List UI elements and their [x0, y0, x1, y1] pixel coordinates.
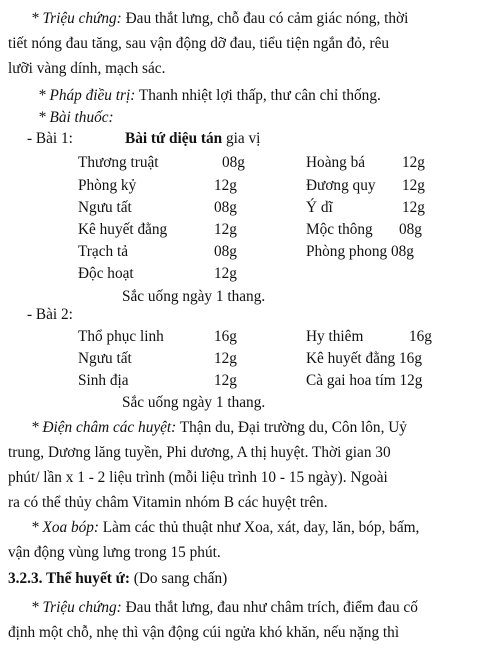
ingredient-name: Ngưu tất — [78, 199, 132, 216]
ingredient-name: Ý dĩ — [306, 199, 333, 216]
ingredient-name: Hoàng bá — [306, 154, 366, 171]
section-number: 3.2.3. Thể huyết ứ: — [8, 570, 130, 587]
acupuncture-label: * Điện châm các huyệt: — [31, 419, 177, 436]
ingredient-name: Thổ phục linh — [78, 328, 164, 345]
ingredient-dose: 16g — [409, 328, 432, 345]
ingredient-name: Trạch tả — [78, 243, 128, 260]
ingredient-name: Thương truật — [78, 154, 159, 171]
ingredient-name: Hy thiêm — [306, 328, 364, 345]
ingredient-dose: 08g — [222, 154, 245, 171]
ingredient-name: Kê huyết đằng 16g — [306, 350, 422, 367]
recipe1-instruction: Sắc uống ngày 1 thang. — [122, 288, 266, 305]
treatment-line: * Pháp điều trị: Thanh nhiệt lợi thấp, thư cân chỉ thống. — [38, 87, 381, 104]
treatment-label: * Pháp điều trị: — [38, 87, 136, 104]
ingredient-dose: 16g — [214, 328, 237, 345]
ingredient-dose: 08g — [214, 199, 237, 216]
ingredient-name: Kê huyết đằng — [78, 221, 168, 238]
section-heading: 3.2.3. Thể huyết ứ: (Do sang chấn) — [8, 570, 228, 587]
massage-label: * Xoa bóp: — [31, 519, 99, 536]
ingredient-name: Đương quy — [306, 177, 376, 194]
ingredient-name: Mộc thông — [306, 221, 373, 238]
ingredient-dose: 08g — [399, 221, 422, 238]
symptoms-line-2: tiết nóng đau tăng, sau vận động dỡ đau, tiểu tiện ngắn đỏ, rêu — [8, 35, 390, 52]
ingredient-name: Phòng phong 08g — [306, 243, 414, 260]
ingredient-dose: 12g — [214, 372, 237, 389]
ingredient-dose: 12g — [214, 177, 237, 194]
symptoms-line-3: lưỡi vàng dính, mạch sác. — [8, 60, 166, 77]
ingredient-name: Ngưu tất — [78, 350, 132, 367]
acupuncture-line-3: phút/ lần x 1 - 2 liệu trình (mỗi liệu trình 10 - 15 ngày). Ngoài — [8, 469, 388, 486]
symptoms-label: * Triệu chứng: — [31, 10, 122, 27]
ingredient-dose: 12g — [402, 154, 425, 171]
recipe1-label: - Bài 1: — [27, 130, 73, 147]
ingredient-dose: 12g — [214, 350, 237, 367]
recipe2-label: - Bài 2: — [27, 306, 73, 323]
massage-line-2: vận động vùng lưng trong 15 phút. — [8, 544, 221, 561]
ingredient-dose: 08g — [214, 243, 237, 260]
acupuncture-line-1: * Điện châm các huyệt: Thận du, Đại trường du, Côn lôn, Uỷ — [31, 419, 407, 436]
recipe2-instruction: Sắc uống ngày 1 thang. — [122, 394, 266, 411]
acupuncture-line-4: ra có thể thủy châm Vitamin nhóm B các huyệt trên. — [8, 494, 328, 511]
symptoms2-line-1: * Triệu chứng: Đau thắt lưng, đau như châm trích, điểm đau cố — [31, 599, 418, 616]
ingredient-dose: 12g — [402, 177, 425, 194]
ingredient-dose: 12g — [402, 199, 425, 216]
ingredient-dose: 12g — [214, 265, 237, 282]
symptoms2-line-2: định một chỗ, nhẹ thì vận động cúi ngửa khó khăn, nếu nặng thì — [8, 624, 400, 641]
ingredient-name: Độc hoạt — [78, 265, 134, 282]
ingredient-name: Sinh địa — [78, 372, 129, 389]
symptoms-line-1: * Triệu chứng: Đau thắt lưng, chỗ đau có cảm giác nóng, thời — [31, 10, 409, 27]
ingredient-name: Cà gai hoa tím 12g — [306, 372, 423, 389]
acupuncture-line-2: trung, Dương lăng tuyền, Phi dương, A thị huyệt. Thời gian 30 — [8, 444, 391, 461]
massage-line-1: * Xoa bóp: Làm các thủ thuật như Xoa, xát, day, lăn, bóp, bấm, — [31, 519, 420, 536]
recipe1-title: Bài tứ diệu tán gia vị — [125, 130, 261, 147]
remedies-label: * Bài thuốc: — [38, 109, 114, 126]
ingredient-name: Phòng kỷ — [78, 177, 137, 194]
symptoms2-label: * Triệu chứng: — [31, 599, 122, 616]
ingredient-dose: 12g — [214, 221, 237, 238]
